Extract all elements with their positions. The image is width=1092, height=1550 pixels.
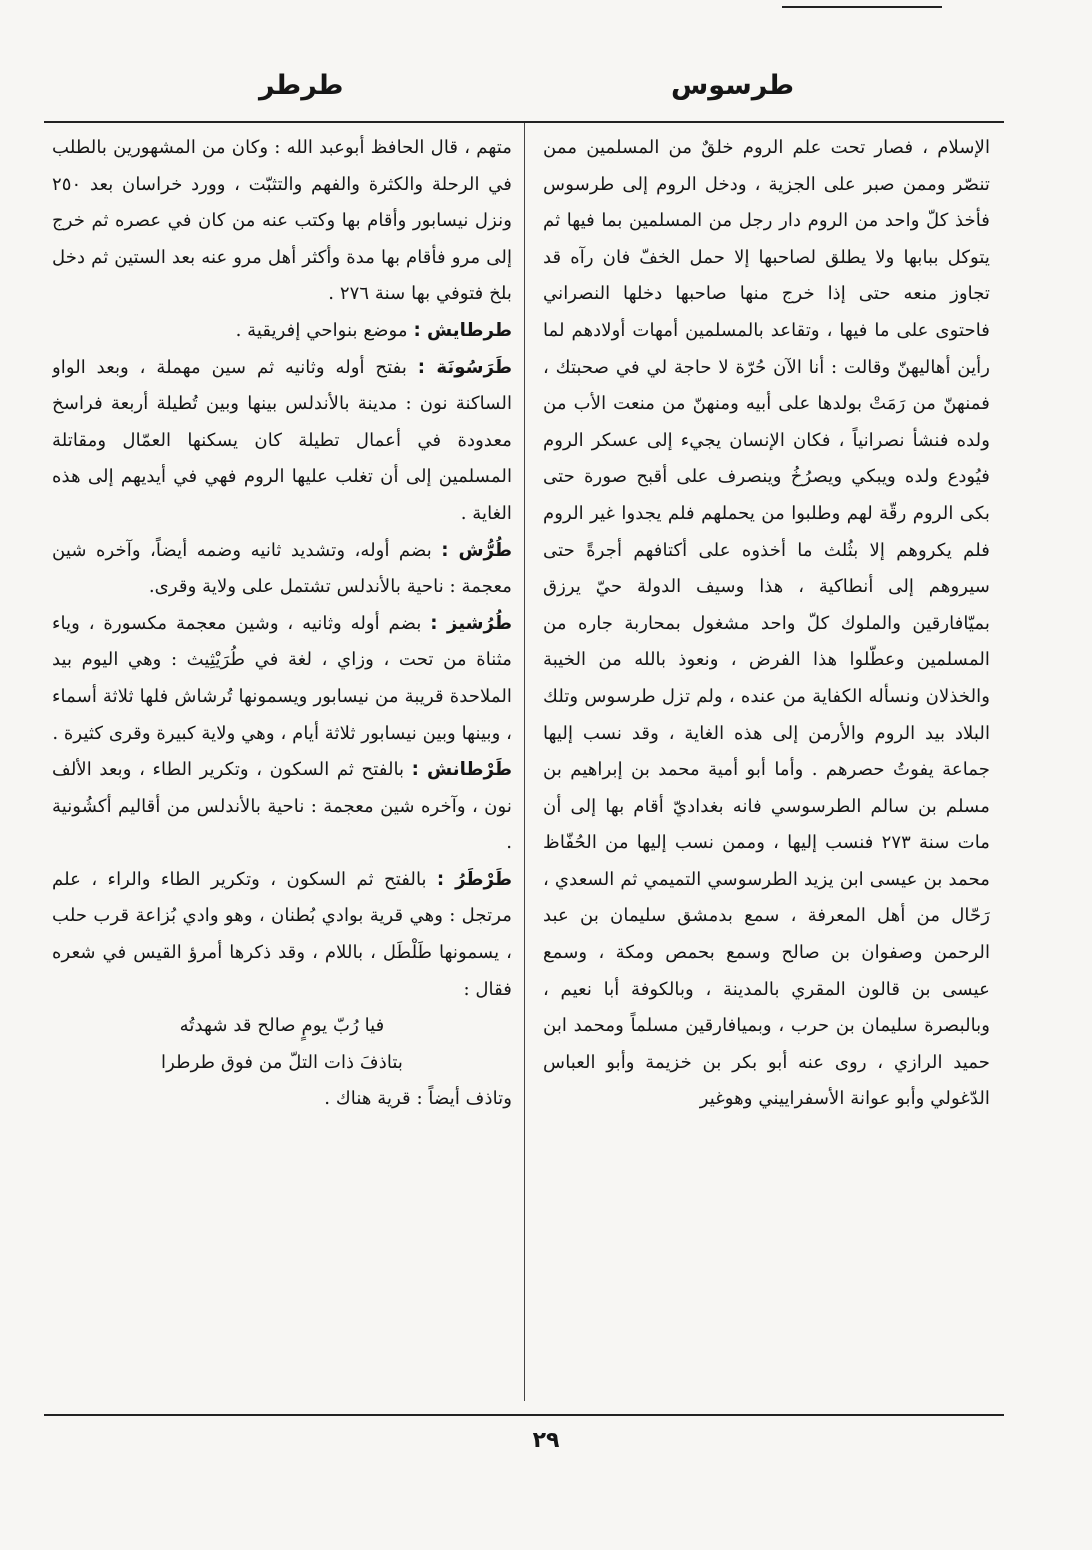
footer-rule <box>44 1414 1004 1416</box>
verse-line: بتاذفَ ذات التلّ من فوق طرطرا <box>161 1051 403 1073</box>
page-header <box>44 60 1004 120</box>
entry-text: بضم أوله وثانيه ، وشين معجمة مكسورة ، وياء مثناة من تحت ، وزاي ، لغة في طُرَيْثِيث : وهي اليوم بيد الملاحدة قريبة من نيسابور ويسمونها تُرشاش فلها ثلاثة أسماء ، وبينها وبين نيسابور ثلاثة أيام ، وهي ولاية كبيرة وقرى كثيرة . <box>52 612 512 744</box>
entry-tartanish <box>52 752 512 862</box>
entry-turushiz <box>52 606 512 752</box>
poem-verse <box>52 1008 512 1081</box>
entry-text: موضع بنواحي إفريقية . <box>235 319 414 341</box>
right-column-text: الإسلام ، فصار تحت علم الروم خلقٌ من المسلمين ممن تنصّر وممن صبر على الجزية ، ودخل الروم إلى طرسوس فأخذ كلّ واحد من الروم دار رجل من المسلمين بما فيها ثم يتوكل ببابها ولا يطلق لصاحبها إلا حمل الخفّ فان رآه قد تجاوز منعه حتى إذا خرج منها صاحبها دخلها النصراني فاحتوى على ما فيها ، وتقاعد بالمسلمين أمهات أولادهم لما رأين أهاليهنّ وقالت : أنا الآن حُرّة لا حاجة لي في صحبتك ، فمنهنّ من رَمَتْ بولدها على أبيه ومنهنّ من منعت الأب من ولده فنشأ نصرانياً ، فكان الإنسان يجيء إلى عسكر الروم فيُودع ولده ويبكي ويصرُخُ وينصرف على أقبح صورة حتى بكى الروم رقّة لهم وطلبوا من يحملهم فلم يجدوا غير الروم فلم يكروهم إلا بثُلث ما أخذوه على أكتافهم أجرةً حتى سيروهم إلى أنطاكية ، هذا وسيف الدولة حيّ يرزق بميّافارقين والملوك كلّ واحد مشغول بمحاربة جاره من المسلمين وعطّلوا هذا الفرض ، ونعوذ بالله من الخيبة والخذلان ونسأله الكفاية من عنده ، ولم تزل طرسوس وتلك البلاد بيد الروم والأرمن إلى هذه الغاية ، وقد نسب إليها جماعة يفوتُ حصرهم . وأما أبو أمية محمد بن إبراهيم بن مسلم بن سالم الطرسوسي فانه بغداديّ أقام بها إلى أن مات سنة ٢٧٣ فنسب إليها ، وممن نسب إليها من الحُفّاظ محمد بن عيسى ابن يزيد الطرسوسي التميمي ثم السعدي ، رَحّال من أهل المعرفة ، سمع بدمشق سليمان بن عبد الرحمن وصفوان بن صالح وسمع بحمص ومكة ، وسمع عيسى بن قالون المقري بالمدينة ، وبالكوفة أبا نعيم ، وبالبصرة سليمان بن حرب ، وبميافارقين مسلماً ومحمد ابن حميد الرازي ، روى عنه أبو بكر بن خزيمة وأبو العباس الدّغولي وأبو عوانة الأسفراييني وهوغير <box>543 137 990 1110</box>
left-column-closing: وتاذف أيضاً : قرية هناك . <box>324 1088 512 1110</box>
entry-text: بضم أوله، وتشديد ثانيه وضمه أيضاً، وآخره شين معجمة : ناحية بالأندلس تشتمل على ولاية وقرى. <box>52 539 512 598</box>
right-column <box>543 130 990 1400</box>
running-head-right: طرسوس <box>671 70 794 101</box>
entry-tartaysh <box>52 313 512 350</box>
entry-headword: طرطايش : <box>413 319 512 341</box>
entry-turrush <box>52 533 512 606</box>
running-head-left: طرطر <box>259 70 344 101</box>
entry-text: بالفتح ثم السكون ، وتكرير الطاء والراء ، علم مرتجل : وهي قرية بوادي بُطنان ، وهو وادي بُزاعة قرب حلب ، يسمونها طَلْطَل ، باللام ، وقد ذكرها أمرؤ القيس في شعره فقال : <box>52 868 512 1000</box>
entry-tarasuna <box>52 350 512 533</box>
entry-headword: طُرُشيز : <box>430 612 512 634</box>
entry-text: بفتح أوله وثانيه ثم سين مهملة ، وبعد الواو الساكنة نون : مدينة بالأندلس بينها وبين تُطيلة أربعة فراسخ معدودة في أعمال تطيلة كان يسكنها العمّال ومقاتلة المسلمين إلى أن تغلب عليها الروم فهي في أيديهم إلى هذه الغاية . <box>52 356 512 524</box>
left-column <box>52 130 512 1400</box>
verse-line: فيا رُبّ يومٍ صالح قد شهدتُه <box>179 1015 385 1037</box>
entry-headword: طَرْطَرُ : <box>436 868 512 890</box>
entry-headword: طُرُّش : <box>441 539 512 561</box>
entry-tartar <box>52 862 512 1008</box>
entry-text: بالفتح ثم السكون ، وتكرير الطاء ، وبعد الألف نون ، وآخره شين معجمة : ناحية بالأندلس من أقاليم أكشُونية . <box>52 759 512 854</box>
entry-headword: طَرَسُونَة : <box>417 356 512 378</box>
page-number: ٢٩ <box>532 1428 560 1453</box>
left-column-continuation: متهم ، قال الحافظ أبوعبد الله : وكان من المشهورين بالطلب في الرحلة والكثرة والفهم والتثبّت ، وورد خراسان بعد ٢٥٠ ونزل نيسابور وأقام بها وكتب عنه من كان في عصره ثم خرج إلى مرو فأقام بها مدة وأكثر أهل مرو عنه بعد الستين ثم دخل بلخ فتوفي بها سنة ٢٧٦ . <box>52 137 512 305</box>
entry-headword: طَرْطانش : <box>411 759 512 781</box>
column-divider <box>524 123 525 1401</box>
top-mark <box>782 6 942 8</box>
